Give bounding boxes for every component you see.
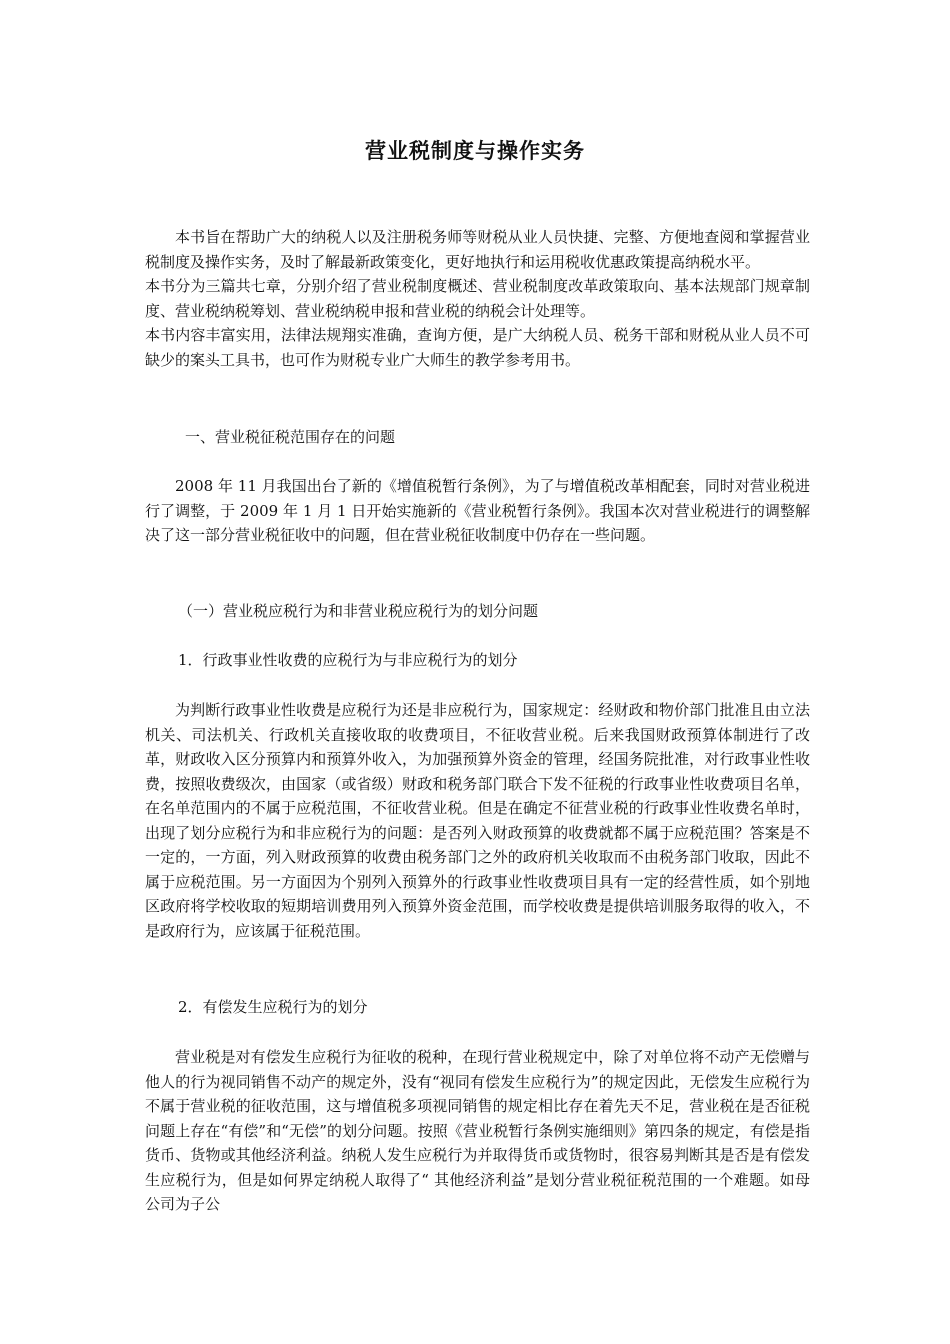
document-title: 营业税制度与操作实务	[365, 138, 585, 163]
item-2-heading: 2．有偿发生应税行为的划分	[178, 998, 368, 1016]
intro-paragraph-2: 本书分为三篇共七章，分别介绍了营业税制度概述、营业税制度改革政策取向、基本法规部门规章制度、营业税纳税筹划、营业税纳税申报和营业税的纳税会计处理等。	[145, 277, 810, 320]
item-1-heading: 1．行政事业性收费的应税行为与非应税行为的划分	[178, 651, 518, 669]
item-2-paragraph: 营业税是对有偿发生应税行为征收的税种，在现行营业税规定中，除了对单位将不动产无偿赠与他人的行为视同销售不动产的规定外，没有“视同有偿发生应税行为”的规定因此，无偿发生应税行为不属于营业税的征收范围，这与增值税多项视同销售的规定相比存在着先天不足，营业税在是否征税问题上存在“有偿”和“无偿”的划分问题。按照《营业税暂行条例实施细则》第四条的规定，有偿是指货币、货物或其他经济利益。纳税人发生应税行为并取得货币或货物时，很容易判断其是否是有偿发生应税行为，但是如何界定纳税人取得了“ 其他经济利益”是划分营业税征税范围的一个难题。如母公司为子公	[145, 1048, 810, 1213]
intro-block	[145, 225, 810, 372]
item-2-paragraph-block	[145, 1045, 810, 1217]
subsection-heading: （一）营业税应税行为和非营业税应税行为的划分问题	[178, 602, 539, 620]
item-1-paragraph-block	[145, 698, 810, 943]
section-paragraph-block	[145, 474, 810, 548]
item-1-paragraph: 为判断行政事业性收费是应税行为还是非应税行为，国家规定：经财政和物价部门批准且由立法机关、司法机关、行政机关直接收取的收费项目，不征收营业税。后来我国财政预算体制进行了改革，财政收入区分预算内和预算外收入，为加强预算外资金的管理，经国务院批准，对行政事业性收费，按照收费级次，由国家（或省级）财政和税务部门联合下发不征税的行政事业性收费项目名单，在名单范围内的不属于应税范围，不征收营业税。但是在确定不征营业税的行政事业性收费名单时，出现了划分应税行为和非应税行为的问题：是否列入财政预算的收费就都不属于应税范围？答案是不一定的，一方面，列入财政预算的收费由税务部门之外的政府机关收取而不由税务部门收取，因此不属于应税范围。另一方面因为个别列入预算外的行政事业性收费项目具有一定的经营性质，如个别地区政府将学校收取的短期培训费用列入预算外资金范围，而学校收费是提供培训服务取得的收入，不是政府行为，应该属于征税范围。	[145, 701, 810, 940]
section-paragraph: 2008 年 11 月我国出台了新的《增值税暂行条例》，为了与增值税改革相配套，同时对营业税进行了调整，于 2009 年 1 月 1 日开始实施新的《营业税暂行条例》。我国本次对营业税进行的调整解决了这一部分营业税征收中的问题，但在营业税征收制度中仍存在一些问题。	[145, 477, 810, 544]
section-heading: 一、营业税征税范围存在的问题	[185, 428, 396, 446]
intro-paragraph-3: 本书内容丰富实用，法律法规翔实准确，查询方便，是广大纳税人员、税务干部和财税从业人员不可缺少的案头工具书，也可作为财税专业广大师生的教学参考用书。	[145, 326, 810, 369]
intro-paragraph-1: 本书旨在帮助广大的纳税人以及注册税务师等财税从业人员快捷、完整、方便地查阅和掌握营业税制度及操作实务，及时了解最新政策变化，更好地执行和运用税收优惠政策提高纳税水平。	[145, 228, 810, 271]
